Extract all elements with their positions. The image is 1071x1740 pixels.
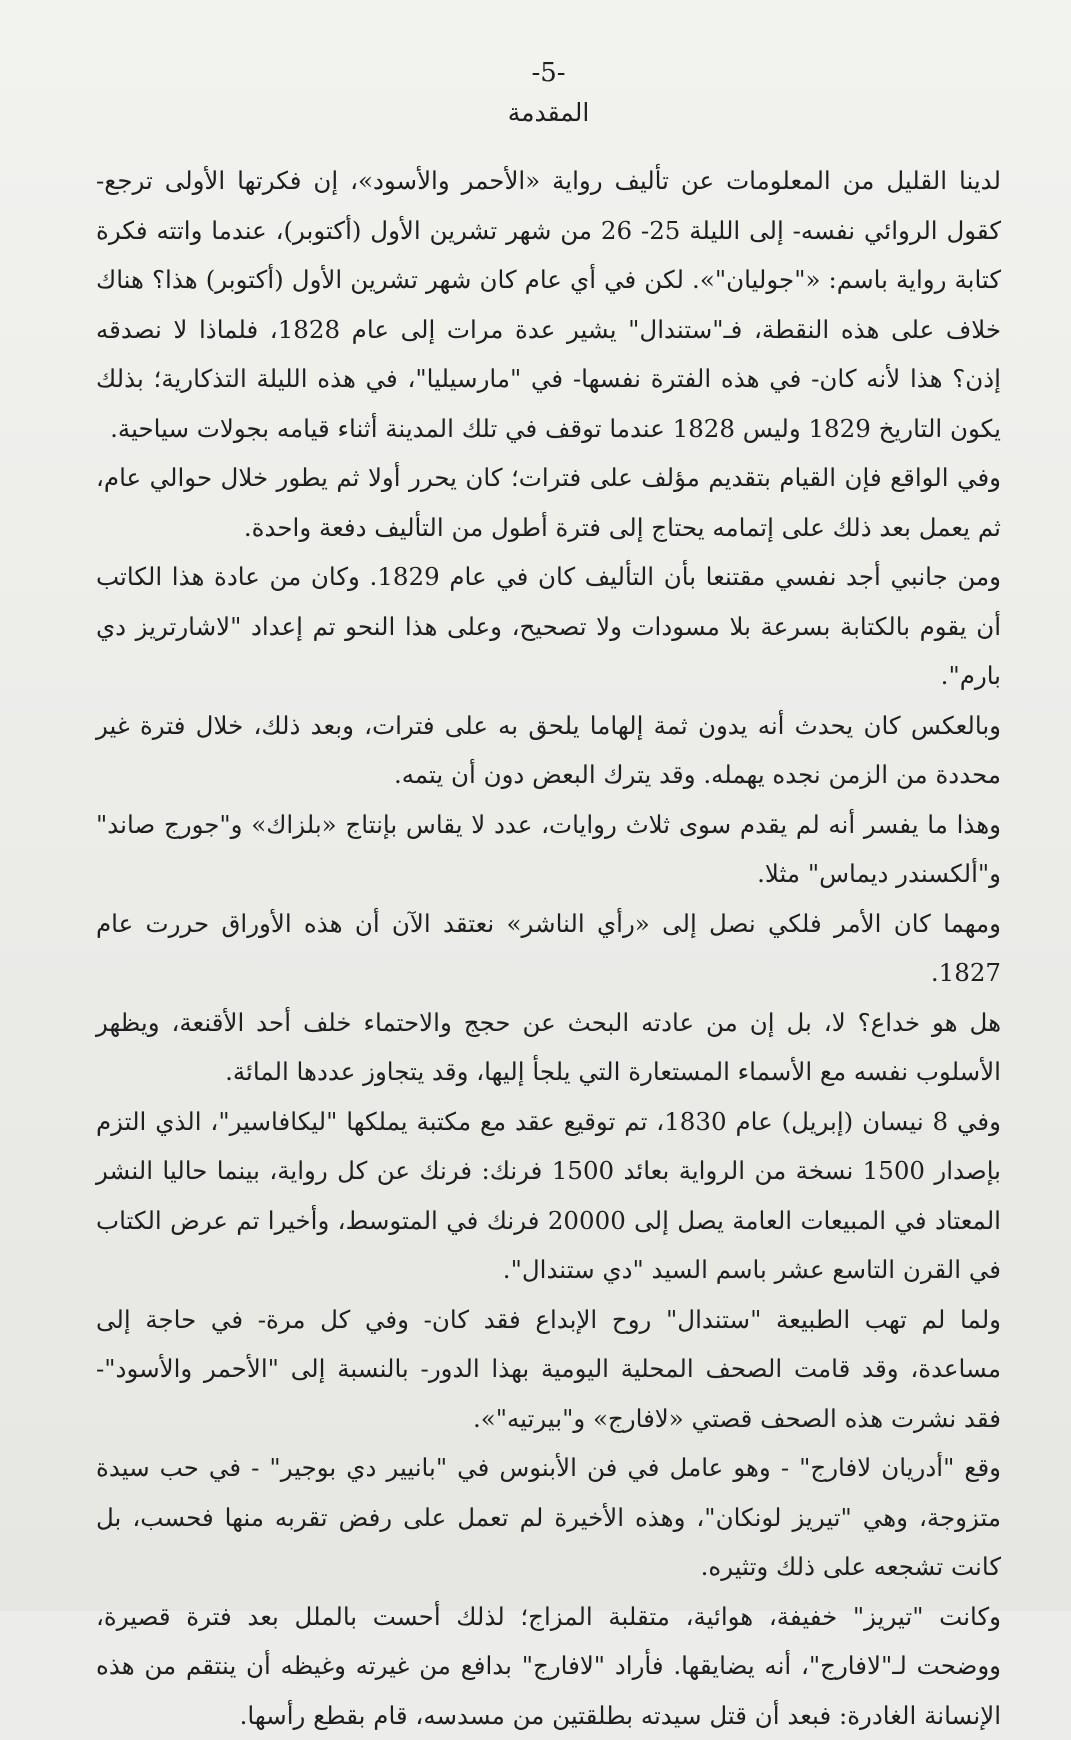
paragraph: ومهما كان الأمر فلكي نصل إلى «رأي الناشر» نعتقد الآن أن هذه الأوراق حررت عام 1827. [96, 899, 1001, 998]
page-number: -5- [96, 56, 1001, 90]
paragraph: وفي الواقع فإن القيام بتقديم مؤلف على فترات؛ كان يحرر أولا ثم يطور خلال حوالي عام، ثم يعمل بعد ذلك على إتمامه يحتاج إلى فترة أطول من التأليف دفعة واحدة. [96, 453, 1001, 552]
paragraph: لدينا القليل من المعلومات عن تأليف رواية «الأحمر والأسود»، إن فكرتها الأولى ترجع- كقول الروائي نفسه- إلى الليلة 25- 26 من شهر تشرين الأول (أكتوبر)، عندما واتته فكرة كتابة رواية باسم: «"جوليان"». لكن في أي عام كان شهر تشرين الأول (أكتوبر) هذا؟ هناك خلاف على هذه النقطة، فـ"ستندال" يشير عدة مرات إلى عام 1828، فلماذا لا نصدقه إذن؟ هذا لأنه كان- في هذه الفترة نفسها- في "مارسيليا"، في هذه الليلة التذكارية؛ بذلك يكون التاريخ 1829 وليس 1828 عندما توقف في تلك المدينة أثناء قيامه بجولات سياحية. [96, 156, 1001, 453]
chapter-title: المقدمة [96, 96, 1001, 130]
paragraph: وكانت "تيريز" خفيفة، هوائية، متقلبة المزاج؛ لذلك أحست بالملل بعد فترة قصيرة، ووضحت لـ"لافارج"، أنه يضايقها. فأراد "لافارج" بدافع من غيرته وغيظه أن ينتقم من هذه الإنسانة الغادرة: فبعد أن قتل سيدته بطلقتين من مسدسه، قام بقطع رأسها. [96, 1592, 1001, 1740]
paragraph: وقع "أدريان لافارج" - وهو عامل في فن الأبنوس في "بانيير دي بوجير" - في حب سيدة متزوجة، وهي "تيريز لونكان"، وهذه الأخيرة لم تعمل على رفض تقربه منها فحسب، بل كانت تشجعه على ذلك وتثيره. [96, 1443, 1001, 1592]
paragraph: وهذا ما يفسر أنه لم يقدم سوى ثلاث روايات، عدد لا يقاس بإنتاج «بلزاك» و"جورج صاند" و"ألكسندر ديماس" مثلا. [96, 800, 1001, 899]
body-text [96, 156, 1001, 1740]
paragraph: وبالعكس كان يحدث أنه يدون ثمة إلهاما يلحق به على فترات، وبعد ذلك، خلال فترة غير محددة من الزمن نجده يهمله. وقد يترك البعض دون أن يتمه. [96, 701, 1001, 800]
paragraph: ولما لم تهب الطبيعة "ستندال" روح الإبداع فقد كان- وفي كل مرة- في حاجة إلى مساعدة، وقد قامت الصحف المحلية اليومية بهذا الدور- بالنسبة إلى "الأحمر والأسود"- فقد نشرت هذه الصحف قصتي «لافارج» و"بيرتيه"». [96, 1295, 1001, 1444]
paragraph: هل هو خداع؟ لا، بل إن من عادته البحث عن حجج والاحتماء خلف أحد الأقنعة، ويظهر الأسلوب نفسه مع الأسماء المستعارة التي يلجأ إليها، وقد يتجاوز عددها المائة. [96, 998, 1001, 1097]
paragraph: وفي 8 نيسان (إبريل) عام 1830، تم توقيع عقد مع مكتبة يملكها "ليكافاسير"، الذي التزم بإصدار 1500 نسخة من الرواية بعائد 1500 فرنك: فرنك عن كل رواية، بينما حاليا النشر المعتاد في المبيعات العامة يصل إلى 20000 فرنك في المتوسط، وأخيرا تم عرض الكتاب في القرن التاسع عشر باسم السيد "دي ستندال". [96, 1097, 1001, 1295]
paragraph: ومن جانبي أجد نفسي مقتنعا بأن التأليف كان في عام 1829. وكان من عادة هذا الكاتب أن يقوم بالكتابة بسرعة بلا مسودات ولا تصحيح، وعلى هذا النحو تم إعداد "لاشارتريز دي بارم". [96, 552, 1001, 701]
